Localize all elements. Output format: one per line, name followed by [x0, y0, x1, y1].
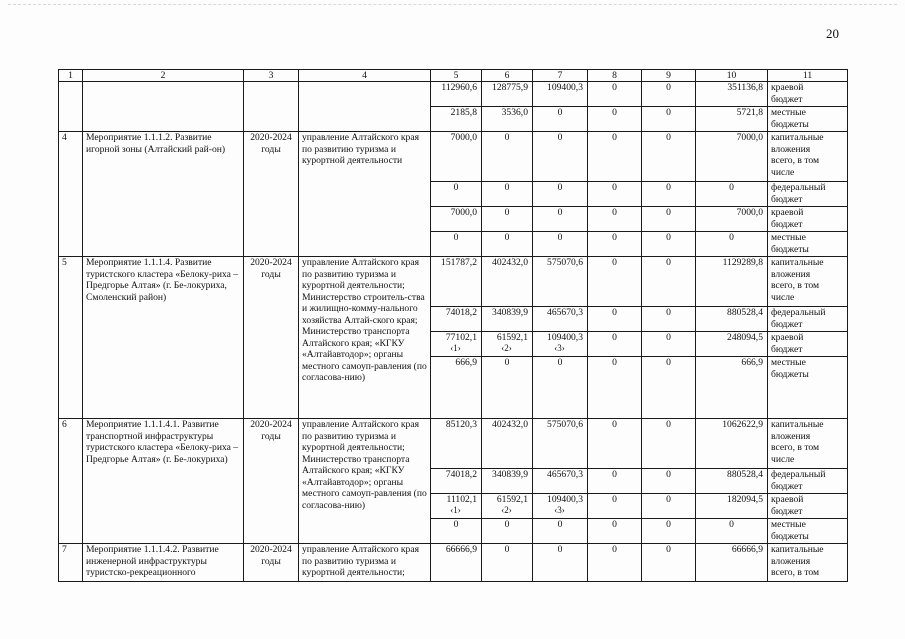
col-header: 4: [299, 70, 431, 82]
cell-value: 0: [642, 182, 696, 207]
cell-empty: [244, 82, 299, 132]
cell-value: 0: [588, 232, 642, 257]
cell-value: 0: [588, 494, 642, 519]
cell-value: 0: [533, 107, 588, 132]
cell-value: 0: [588, 332, 642, 357]
cell-value-with-ref: [482, 494, 533, 519]
cell-years: 2020-2024 годы: [244, 132, 299, 257]
cell-value: 2185,8: [431, 107, 482, 132]
table-row: [59, 257, 848, 307]
cell-value: 0: [642, 357, 696, 419]
cell-value: 0: [588, 132, 642, 182]
cell-value: 0: [533, 232, 588, 257]
cell-value: 61592,1: [496, 494, 528, 505]
cell-source: краевой бюджет: [768, 207, 848, 232]
cell-source: краевой бюджет: [768, 332, 848, 357]
cell-value: 0: [588, 257, 642, 307]
footnote-ref: ‹3›: [554, 504, 565, 515]
cell-source: капитальные вложения всего, в том: [768, 544, 848, 582]
cell-value: 1129289,8: [696, 257, 768, 307]
cell-source: капитальные вложения всего, в том числе: [768, 257, 848, 307]
cell-value: 77102,1: [445, 332, 477, 343]
cell-value-with-ref: [482, 332, 533, 357]
cell-empty: [299, 82, 431, 132]
cell-value: 128775,9: [482, 82, 533, 107]
cell-years: 2020-2024 годы: [244, 544, 299, 582]
cell-value: 340839,9: [482, 307, 533, 332]
cell-value: 0: [533, 182, 588, 207]
cell-value: 0: [642, 82, 696, 107]
cell-value: 666,9: [696, 357, 768, 419]
cell-measure-name: Мероприятие 1.1.1.2. Развитие игорной зоны (Алтайский рай-он): [83, 132, 244, 257]
cell-source: местные бюджеты: [768, 232, 848, 257]
cell-value: 575070,6: [533, 419, 588, 469]
cell-executor: управление Алтайского края по развитию туризма и курортной деятельности; Министерство строитель-ства и жилищно-комму-нального хозяйства Алтай-ского края; Министерство транспорта Алтайского края; «КГКУ «Алтайавтодор»; органы местного самоуп-равления (по согласова-нию): [299, 257, 431, 419]
cell-executor: управление Алтайского края по развитию туризма и курортной деятельности: [299, 132, 431, 257]
cell-value: 7000,0: [696, 132, 768, 182]
cell-value: 11102,1: [446, 494, 477, 505]
col-header: 8: [588, 70, 642, 82]
cell-value: 0: [642, 232, 696, 257]
cell-value: 340839,9: [482, 469, 533, 494]
cell-source: федеральный бюджет: [768, 182, 848, 207]
cell-value: 880528,4: [696, 469, 768, 494]
cell-value: 0: [482, 182, 533, 207]
cell-value: 0: [533, 357, 588, 419]
cell-value: 0: [696, 519, 768, 544]
cell-value: 1062622,9: [696, 419, 768, 469]
cell-value: 0: [588, 357, 642, 419]
cell-value: 7000,0: [431, 207, 482, 232]
cell-number: 7: [59, 544, 83, 582]
cell-value-with-ref: [431, 332, 482, 357]
cell-value: 0: [482, 207, 533, 232]
cell-value: 0: [696, 182, 768, 207]
col-header: 5: [431, 70, 482, 82]
cell-value: 0: [642, 419, 696, 469]
cell-value: 109400,3: [547, 494, 583, 505]
cell-source: местные бюджеты: [768, 519, 848, 544]
cell-value: 402432,0: [482, 257, 533, 307]
cell-value: 66666,9: [431, 544, 482, 582]
cell-years: 2020-2024 годы: [244, 257, 299, 419]
cell-value: 351136,8: [696, 82, 768, 107]
cell-value: 5721,8: [696, 107, 768, 132]
cell-value: 182094,5: [696, 494, 768, 519]
cell-value: 0: [431, 182, 482, 207]
cell-value: 0: [696, 232, 768, 257]
cell-empty: [59, 82, 83, 132]
footnote-ref: ‹1›: [450, 504, 461, 515]
cell-source: капитальные вложения всего, в том числе: [768, 132, 848, 182]
cell-value: 0: [642, 544, 696, 582]
cell-measure-name: Мероприятие 1.1.1.4. Развитие туристского кластера «Белоку-риха – Предгорье Алтая» (г. Бе-локуриха, Смоленский район): [83, 257, 244, 419]
cell-value: 666,9: [431, 357, 482, 419]
cell-source: местные бюджеты: [768, 107, 848, 132]
cell-value: 74018,2: [431, 469, 482, 494]
col-header: 1: [59, 70, 83, 82]
col-header: 6: [482, 70, 533, 82]
cell-value: 0: [588, 307, 642, 332]
cell-value: 0: [642, 307, 696, 332]
cell-value: 151787,2: [431, 257, 482, 307]
cell-value: 3536,0: [482, 107, 533, 132]
cell-value: 880528,4: [696, 307, 768, 332]
cell-value: 0: [533, 132, 588, 182]
cell-number: 5: [59, 257, 83, 419]
cell-value: 0: [588, 82, 642, 107]
footnote-ref: ‹1›: [450, 342, 461, 353]
cell-value: 0: [482, 132, 533, 182]
cell-value: 248094,5: [696, 332, 768, 357]
cell-number: 4: [59, 132, 83, 257]
cell-value: 0: [588, 544, 642, 582]
cell-value: 109400,3: [547, 332, 583, 343]
cell-value: 85120,3: [431, 419, 482, 469]
cell-value: 465670,3: [533, 307, 588, 332]
cell-value: 112960,6: [431, 82, 482, 107]
cell-value: 575070,6: [533, 257, 588, 307]
cell-value: 0: [482, 544, 533, 582]
col-header: 7: [533, 70, 588, 82]
cell-measure-name: Мероприятие 1.1.1.4.1. Развитие транспортной инфраструктуры туристского кластера «Белоку-риха – Предгорье Алтая» (г. Бе-локуриха): [83, 419, 244, 544]
cell-value-with-ref: [431, 494, 482, 519]
table-header-row: [59, 70, 848, 82]
page-number: 20: [826, 26, 839, 41]
cell-value: 66666,9: [696, 544, 768, 582]
cell-value: 7000,0: [696, 207, 768, 232]
cell-value: 109400,3: [533, 82, 588, 107]
cell-number: 6: [59, 419, 83, 544]
cell-executor: управление Алтайского края по развитию туризма и курортной деятельности; Министерство транспорта Алтайского края; «КГКУ «Алтайавтодор»; органы местного самоуп-равления (по согласова-нию): [299, 419, 431, 544]
cell-value: 0: [431, 232, 482, 257]
cell-value: 0: [642, 107, 696, 132]
cell-value: 0: [482, 519, 533, 544]
cell-value: 0: [642, 469, 696, 494]
cell-value: 0: [642, 207, 696, 232]
cell-value: 0: [533, 207, 588, 232]
col-header: 2: [83, 70, 244, 82]
cell-source: местные бюджеты: [768, 357, 848, 419]
cell-value: 0: [588, 419, 642, 469]
footnote-ref: ‹2›: [501, 504, 512, 515]
cell-value: 0: [642, 257, 696, 307]
cell-value: 7000,0: [431, 132, 482, 182]
cell-value-with-ref: [533, 332, 588, 357]
cell-value: 0: [588, 182, 642, 207]
cell-source: краевой бюджет: [768, 494, 848, 519]
cell-value: 0: [482, 232, 533, 257]
footnote-ref: ‹3›: [554, 342, 565, 353]
cell-value: 465670,3: [533, 469, 588, 494]
cell-value: 0: [588, 469, 642, 494]
budget-table: [58, 69, 848, 582]
col-header: 3: [244, 70, 299, 82]
cell-value: 0: [482, 357, 533, 419]
cell-value: 0: [588, 519, 642, 544]
table-row: [59, 544, 848, 582]
cell-source: краевой бюджет: [768, 82, 848, 107]
cell-value: 74018,2: [431, 307, 482, 332]
scan-top-edge: [8, 4, 897, 5]
cell-years: 2020-2024 годы: [244, 419, 299, 544]
cell-value: 0: [588, 207, 642, 232]
cell-source: федеральный бюджет: [768, 469, 848, 494]
cell-value: 0: [431, 519, 482, 544]
col-header: 9: [642, 70, 696, 82]
table-row: [59, 132, 848, 182]
cell-source: федеральный бюджет: [768, 307, 848, 332]
cell-value: 0: [588, 107, 642, 132]
cell-empty: [83, 82, 244, 132]
cell-value: 0: [642, 132, 696, 182]
cell-value: 402432,0: [482, 419, 533, 469]
cell-value: 0: [642, 332, 696, 357]
cell-value: 0: [533, 519, 588, 544]
cell-executor: управление Алтайского края по развитию туризма и курортной деятельности;: [299, 544, 431, 582]
cell-value: 0: [533, 544, 588, 582]
table-row: [59, 419, 848, 469]
table-row: [59, 82, 848, 107]
cell-source: капитальные вложения всего, в том числе: [768, 419, 848, 469]
footnote-ref: ‹2›: [501, 342, 512, 353]
col-header: 11: [768, 70, 848, 82]
col-header: 10: [696, 70, 768, 82]
cell-value: 0: [642, 494, 696, 519]
cell-value: 0: [642, 519, 696, 544]
cell-value-with-ref: [533, 494, 588, 519]
cell-measure-name: Мероприятие 1.1.1.4.2. Развитие инженерной инфраструктуры туристско-рекреационного: [83, 544, 244, 582]
cell-value: 61592,1: [496, 332, 528, 343]
